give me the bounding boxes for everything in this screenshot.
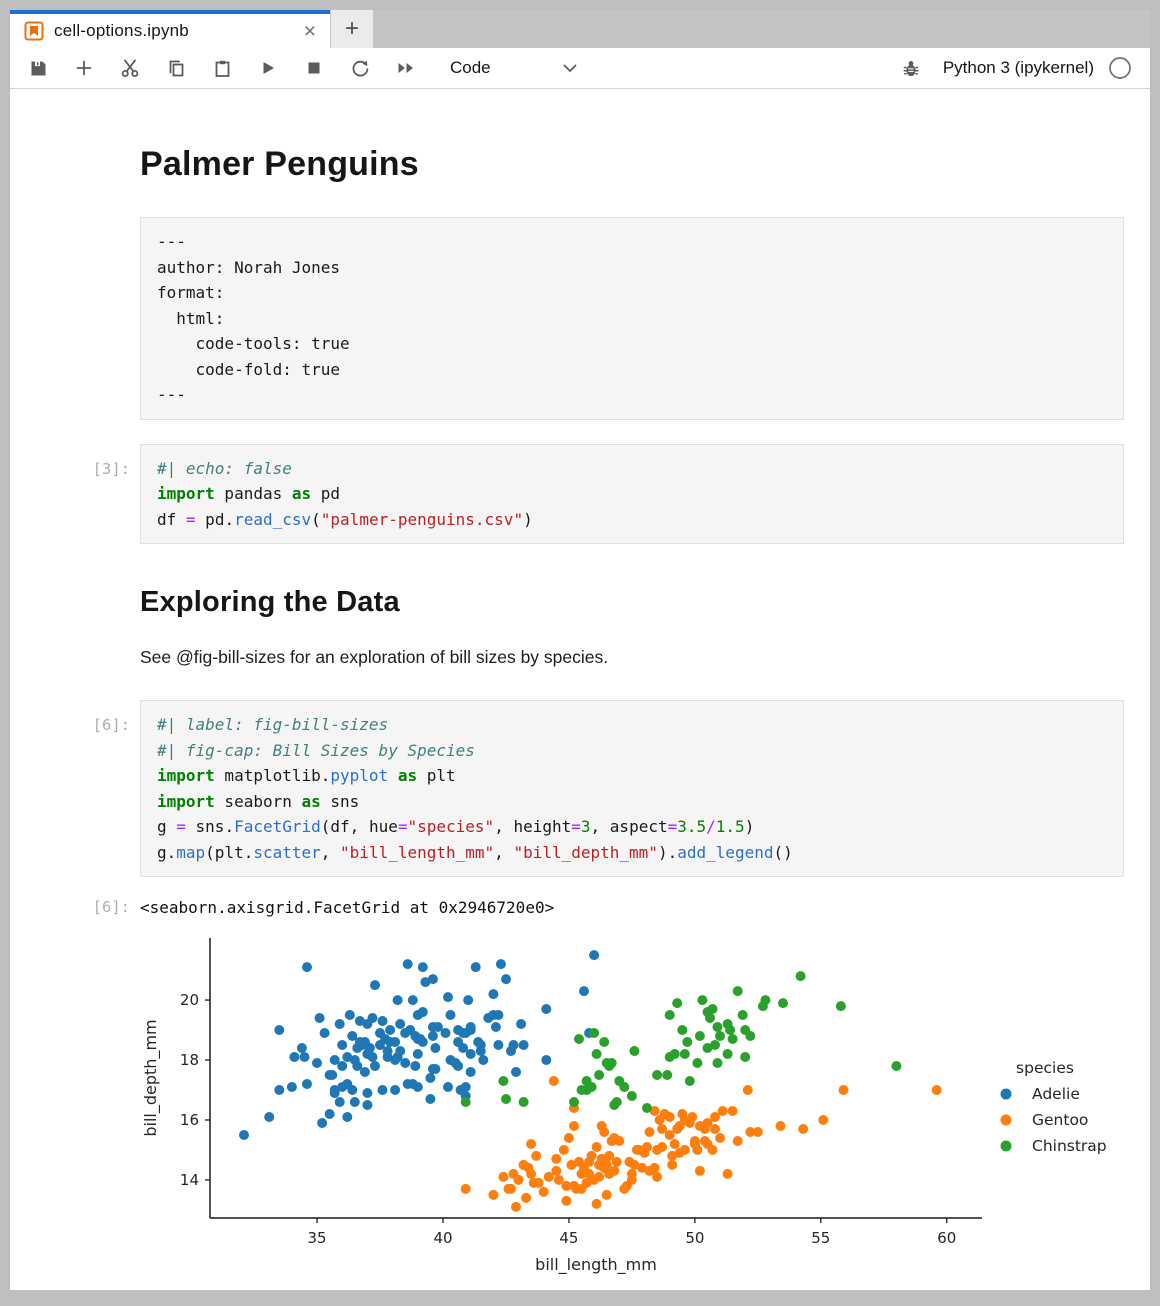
close-icon[interactable]: × [303,19,316,43]
page-title: Palmer Penguins [140,145,419,183]
kernel-selector[interactable]: Python 3 (ipykernel) [942,58,1094,77]
svg-text:18: 18 [179,1051,199,1070]
run-all-icon [396,59,416,77]
scatter-plot-svg [140,930,1150,1288]
notebook-toolbar [10,48,1150,89]
add-cell-button[interactable] [74,58,94,78]
jupyterlab-window [10,10,1150,1290]
tab-bar [10,10,1150,48]
svg-text:Adelie: Adelie [1032,1085,1080,1103]
svg-text:Chinstrap: Chinstrap [1032,1137,1107,1155]
copy-cells-button[interactable] [166,58,186,78]
execution-count: [6]: [92,716,130,734]
svg-text:14: 14 [179,1170,199,1189]
cell-type-label: Code [450,58,491,77]
restart-kernel-button[interactable] [350,58,370,78]
svg-text:45: 45 [559,1229,579,1247]
save-button[interactable] [28,58,48,78]
output-prompt: [6]: [92,898,130,916]
bug-icon [902,59,920,78]
figure-output [140,920,1124,1290]
debugger-button[interactable] [901,58,921,78]
svg-text:Gentoo: Gentoo [1032,1111,1089,1129]
chevron-down-icon [563,64,577,73]
yaml-front-matter-cell[interactable]: --- author: Norah Jones format: html: code-tools: true code-fold: true --- [140,217,1124,420]
new-tab-button[interactable] [331,10,373,48]
add-cell-icon [75,59,93,77]
notebook-panel [10,89,1150,1290]
cut-icon [120,58,140,78]
svg-text:35: 35 [307,1229,327,1247]
svg-text:bill_length_mm: bill_length_mm [535,1255,657,1274]
markdown-paragraph: See @fig-bill-sizes for an exploration of bill sizes by species. [140,647,609,667]
paste-cells-button[interactable] [212,58,232,78]
run-cell-button[interactable] [258,58,278,78]
svg-text:50: 50 [685,1229,705,1247]
svg-text:species: species [1016,1059,1074,1077]
output-repr-text: <seaborn.axisgrid.FacetGrid at 0x2946720e0> [140,898,555,917]
kernel-status-icon[interactable] [1108,56,1132,80]
svg-text:16: 16 [179,1110,199,1129]
notebook-file-icon [24,21,44,41]
run-icon [259,59,277,77]
cell-type-dropdown[interactable] [450,58,577,78]
copy-icon [167,59,186,78]
svg-text:40: 40 [433,1229,453,1247]
save-icon [29,59,48,78]
section-heading: Exploring the Data [140,586,400,618]
svg-text:55: 55 [811,1229,831,1247]
svg-text:bill_depth_mm: bill_depth_mm [141,1019,160,1137]
interrupt-kernel-button[interactable] [304,58,324,78]
stop-icon [305,59,323,77]
tab-title: cell-options.ipynb [54,21,189,40]
svg-text:20: 20 [179,991,199,1010]
tab-cell-options[interactable] [10,10,330,48]
run-all-button[interactable] [396,58,416,78]
code-cell-3[interactable]: #| echo: false import pandas as pd df = pd.read_csv("palmer-penguins.csv") [140,444,1124,545]
code-cell-6[interactable]: #| label: fig-bill-sizes #| fig-cap: Bill Sizes by Species import matplotlib.pyplot as plt import seaborn as sns g = sns.FacetGrid(df, hue="species", height=3, aspect=3.5/1.5) g.map(plt.scatter, "bill_length_mm", "bill_depth_mm").add_legend() [140,700,1124,877]
plus-icon: + [344,15,359,42]
restart-icon [351,59,370,78]
execution-count: [3]: [92,459,130,478]
cut-cells-button[interactable] [120,58,140,78]
paste-icon [213,59,232,78]
svg-text:60: 60 [937,1229,957,1247]
